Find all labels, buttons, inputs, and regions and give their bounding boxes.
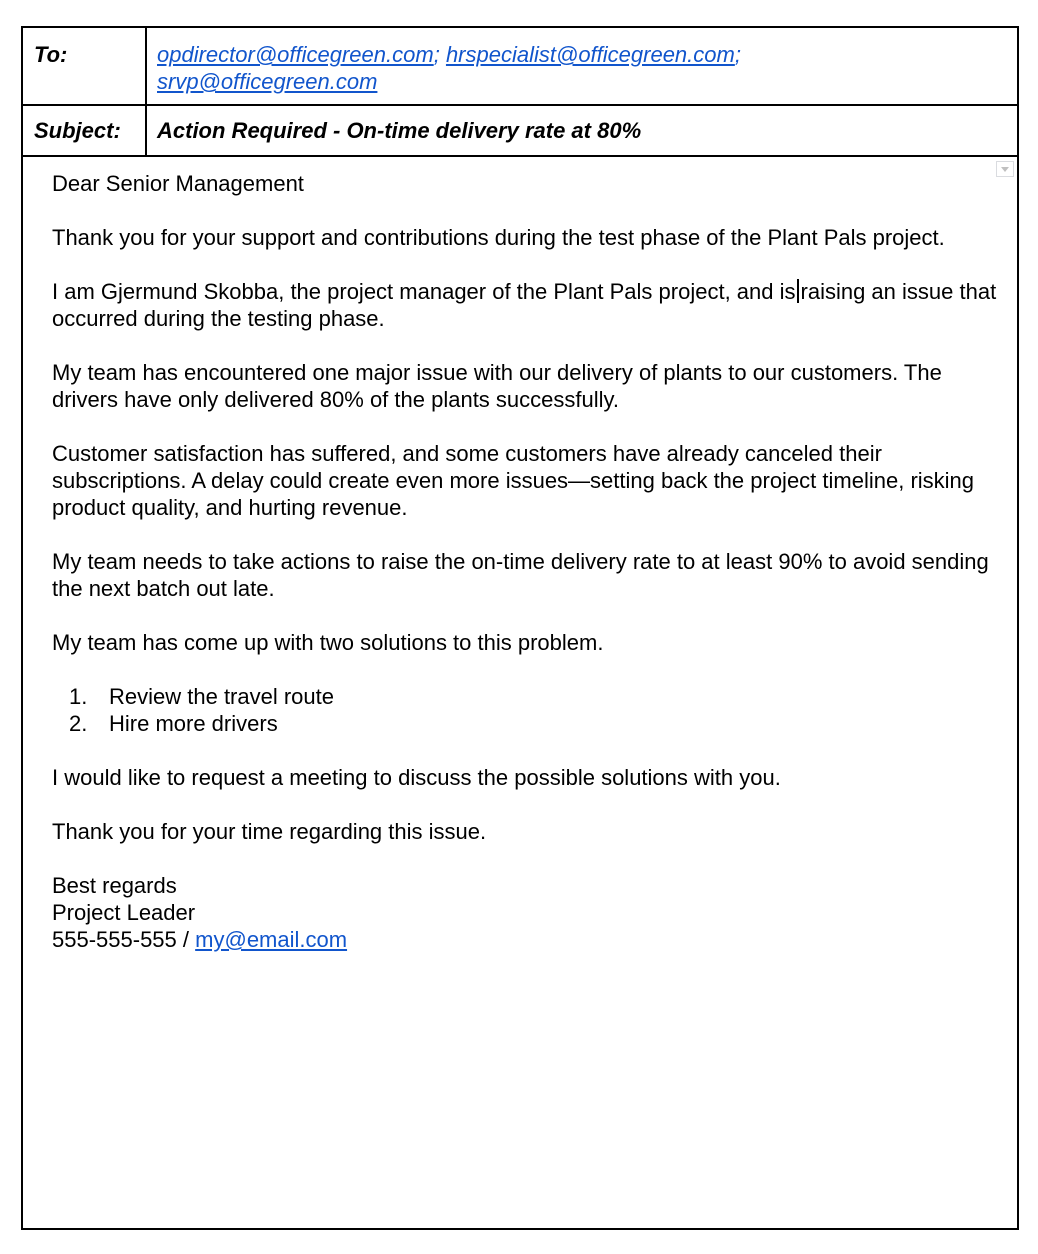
to-row bbox=[23, 28, 1017, 106]
recipient-link[interactable]: hrspecialist@officegreen.com bbox=[445, 42, 735, 67]
list-number: 1. bbox=[69, 684, 88, 709]
contact-separator: / bbox=[182, 927, 190, 952]
list-item bbox=[52, 683, 1002, 710]
email-body[interactable] bbox=[52, 170, 1002, 953]
list-number: 2. bbox=[69, 711, 88, 736]
solutions-list bbox=[52, 683, 1002, 737]
body-paragraph: My team has come up with two solutions to this problem. bbox=[52, 630, 604, 655]
body-paragraph: My team needs to take actions to raise the on-time delivery rate to at least 90% to avoid sending the next batch out late. bbox=[52, 549, 989, 601]
list-item-text: Review the travel route bbox=[109, 684, 334, 709]
body-paragraph: My team has encountered one major issue with our delivery of plants to our customers. The drivers have only delivered 80% of the plants successfully. bbox=[52, 360, 942, 412]
recipients-field[interactable] bbox=[147, 28, 1017, 104]
to-label: To: bbox=[23, 28, 147, 104]
signature-phone: 555-555-555 bbox=[52, 927, 177, 952]
signature-contact bbox=[52, 926, 1002, 953]
body-paragraph: I would like to request a meeting to discuss the possible solutions with you. bbox=[52, 765, 781, 790]
list-item-text: Hire more drivers bbox=[109, 711, 278, 736]
body-paragraph bbox=[52, 278, 1002, 332]
email-document bbox=[21, 26, 1019, 1230]
recipient-link[interactable]: opdirector@officegreen.com bbox=[157, 42, 434, 67]
body-paragraph: Customer satisfaction has suffered, and some customers have already canceled their subscriptions. A delay could create even more issues—setting back the project timeline, risking product quality, and hurting revenue. bbox=[52, 441, 975, 520]
signature-title: Project Leader bbox=[52, 900, 196, 925]
recipient-separator: ; bbox=[734, 42, 741, 67]
signature-closing: Best regards bbox=[52, 873, 177, 898]
recipient-separator: ; bbox=[433, 42, 440, 67]
subject-row bbox=[23, 104, 1017, 157]
greeting: Dear Senior Management bbox=[52, 171, 304, 196]
subject-field[interactable]: Action Required - On-time delivery rate at 80% bbox=[157, 118, 642, 143]
text-cursor bbox=[797, 279, 799, 303]
list-item bbox=[52, 710, 1002, 737]
recipient-link[interactable]: srvp@officegreen.com bbox=[157, 69, 378, 94]
body-paragraph: Thank you for your support and contributions during the test phase of the Plant Pals project. bbox=[52, 225, 945, 250]
paragraph-text: I am Gjermund Skobba, the project manager of the Plant Pals project, and is bbox=[52, 279, 796, 304]
body-paragraph: Thank you for your time regarding this issue. bbox=[52, 819, 487, 844]
paragraph-text: raising an issue that occurred during the testing phase. bbox=[52, 279, 997, 331]
subject-label: Subject: bbox=[23, 104, 147, 155]
signature-email-link[interactable]: my@email.com bbox=[195, 927, 348, 952]
